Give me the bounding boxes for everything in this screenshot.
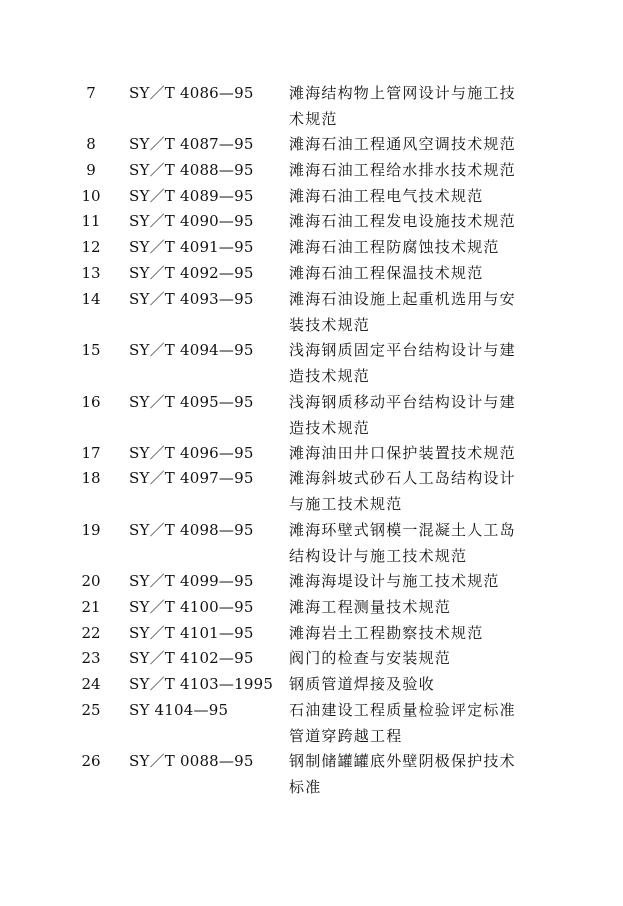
standard-title: 滩海石油工程保温技术规范 <box>289 264 484 282</box>
standard-title: 滩海油田井口保护装置技术规范 <box>289 444 516 462</box>
item-number: 19 <box>81 521 101 539</box>
standard-code: SY／T 4103—1995 <box>129 675 274 693</box>
standard-title: 滩海石油工程通风空调技术规范 <box>289 135 516 153</box>
item-number: 22 <box>81 624 101 642</box>
standard-code: SY／T 4099—95 <box>129 572 254 590</box>
standard-title: 滩海结构物上管网设计与施工技 术规范 <box>289 84 516 128</box>
item-number: 15 <box>81 341 101 359</box>
standard-title: 阀门的检查与安装规范 <box>289 649 452 667</box>
standard-code: SY／T 4097—95 <box>129 469 254 487</box>
standard-code: SY／T 4093—95 <box>129 290 254 308</box>
item-number: 21 <box>81 598 101 616</box>
item-number: 17 <box>81 444 101 462</box>
item-number: 23 <box>81 649 101 667</box>
standard-title: 滩海石油工程发电设施技术规范 <box>289 212 516 230</box>
standard-code: SY／T 4096—95 <box>129 444 254 462</box>
standard-code: SY／T 4101—95 <box>129 624 254 642</box>
item-number: 20 <box>81 572 101 590</box>
item-number: 26 <box>81 752 101 770</box>
standard-code: SY 4104—95 <box>129 701 229 719</box>
standard-code: SY／T 4087—95 <box>129 135 254 153</box>
item-number: 16 <box>81 393 101 411</box>
standard-code: SY／T 4094—95 <box>129 341 254 359</box>
standard-title: 滩海石油设施上起重机选用与安 装技术规范 <box>289 290 516 334</box>
standard-code: SY／T 4089—95 <box>129 187 254 205</box>
standard-title: 浅海钢质固定平台结构设计与建 造技术规范 <box>289 341 516 385</box>
item-number: 10 <box>81 187 101 205</box>
standard-code: SY／T 4102—95 <box>129 649 254 667</box>
standard-title: 滩海斜坡式砂石人工岛结构设计 与施工技术规范 <box>289 469 516 513</box>
standard-title: 滩海环壁式钢模一混凝土人工岛 结构设计与施工技术规范 <box>289 521 516 565</box>
standard-title: 滩海岩土工程勘察技术规范 <box>289 624 484 642</box>
item-number: 14 <box>81 290 101 308</box>
standard-title: 滩海石油工程防腐蚀技术规范 <box>289 238 500 256</box>
standard-code: SY／T 4086—95 <box>129 84 254 102</box>
standard-title: 浅海钢质移动平台结构设计与建 造技术规范 <box>289 393 516 437</box>
standard-title: 滩海工程测量技术规范 <box>289 598 452 616</box>
standard-title: 钢制储罐罐底外壁阴极保护技术 标准 <box>289 752 516 796</box>
item-number: 9 <box>86 161 96 179</box>
standard-title: 钢质管道焊接及验收 <box>289 675 435 693</box>
item-number: 11 <box>81 212 101 230</box>
item-number: 24 <box>81 675 101 693</box>
standard-title: 滩海石油工程电气技术规范 <box>289 187 484 205</box>
item-number: 25 <box>81 701 101 719</box>
standard-code: SY／T 0088—95 <box>129 752 254 770</box>
item-number: 12 <box>81 238 101 256</box>
item-number: 7 <box>86 84 96 102</box>
item-number: 8 <box>86 135 96 153</box>
standard-code: SY／T 4092—95 <box>129 264 254 282</box>
standard-code: SY／T 4100—95 <box>129 598 254 616</box>
standard-code: SY／T 4098—95 <box>129 521 254 539</box>
item-number: 13 <box>81 264 101 282</box>
standard-title: 滩海石油工程给水排水技术规范 <box>289 161 516 179</box>
standard-title: 石油建设工程质量检验评定标准 管道穿跨越工程 <box>289 701 516 745</box>
standard-code: SY／T 4090—95 <box>129 212 254 230</box>
standard-code: SY／T 4088—95 <box>129 161 254 179</box>
standard-code: SY／T 4091—95 <box>129 238 254 256</box>
standard-code: SY／T 4095—95 <box>129 393 254 411</box>
standard-title: 滩海海堤设计与施工技术规范 <box>289 572 500 590</box>
item-number: 18 <box>81 469 101 487</box>
